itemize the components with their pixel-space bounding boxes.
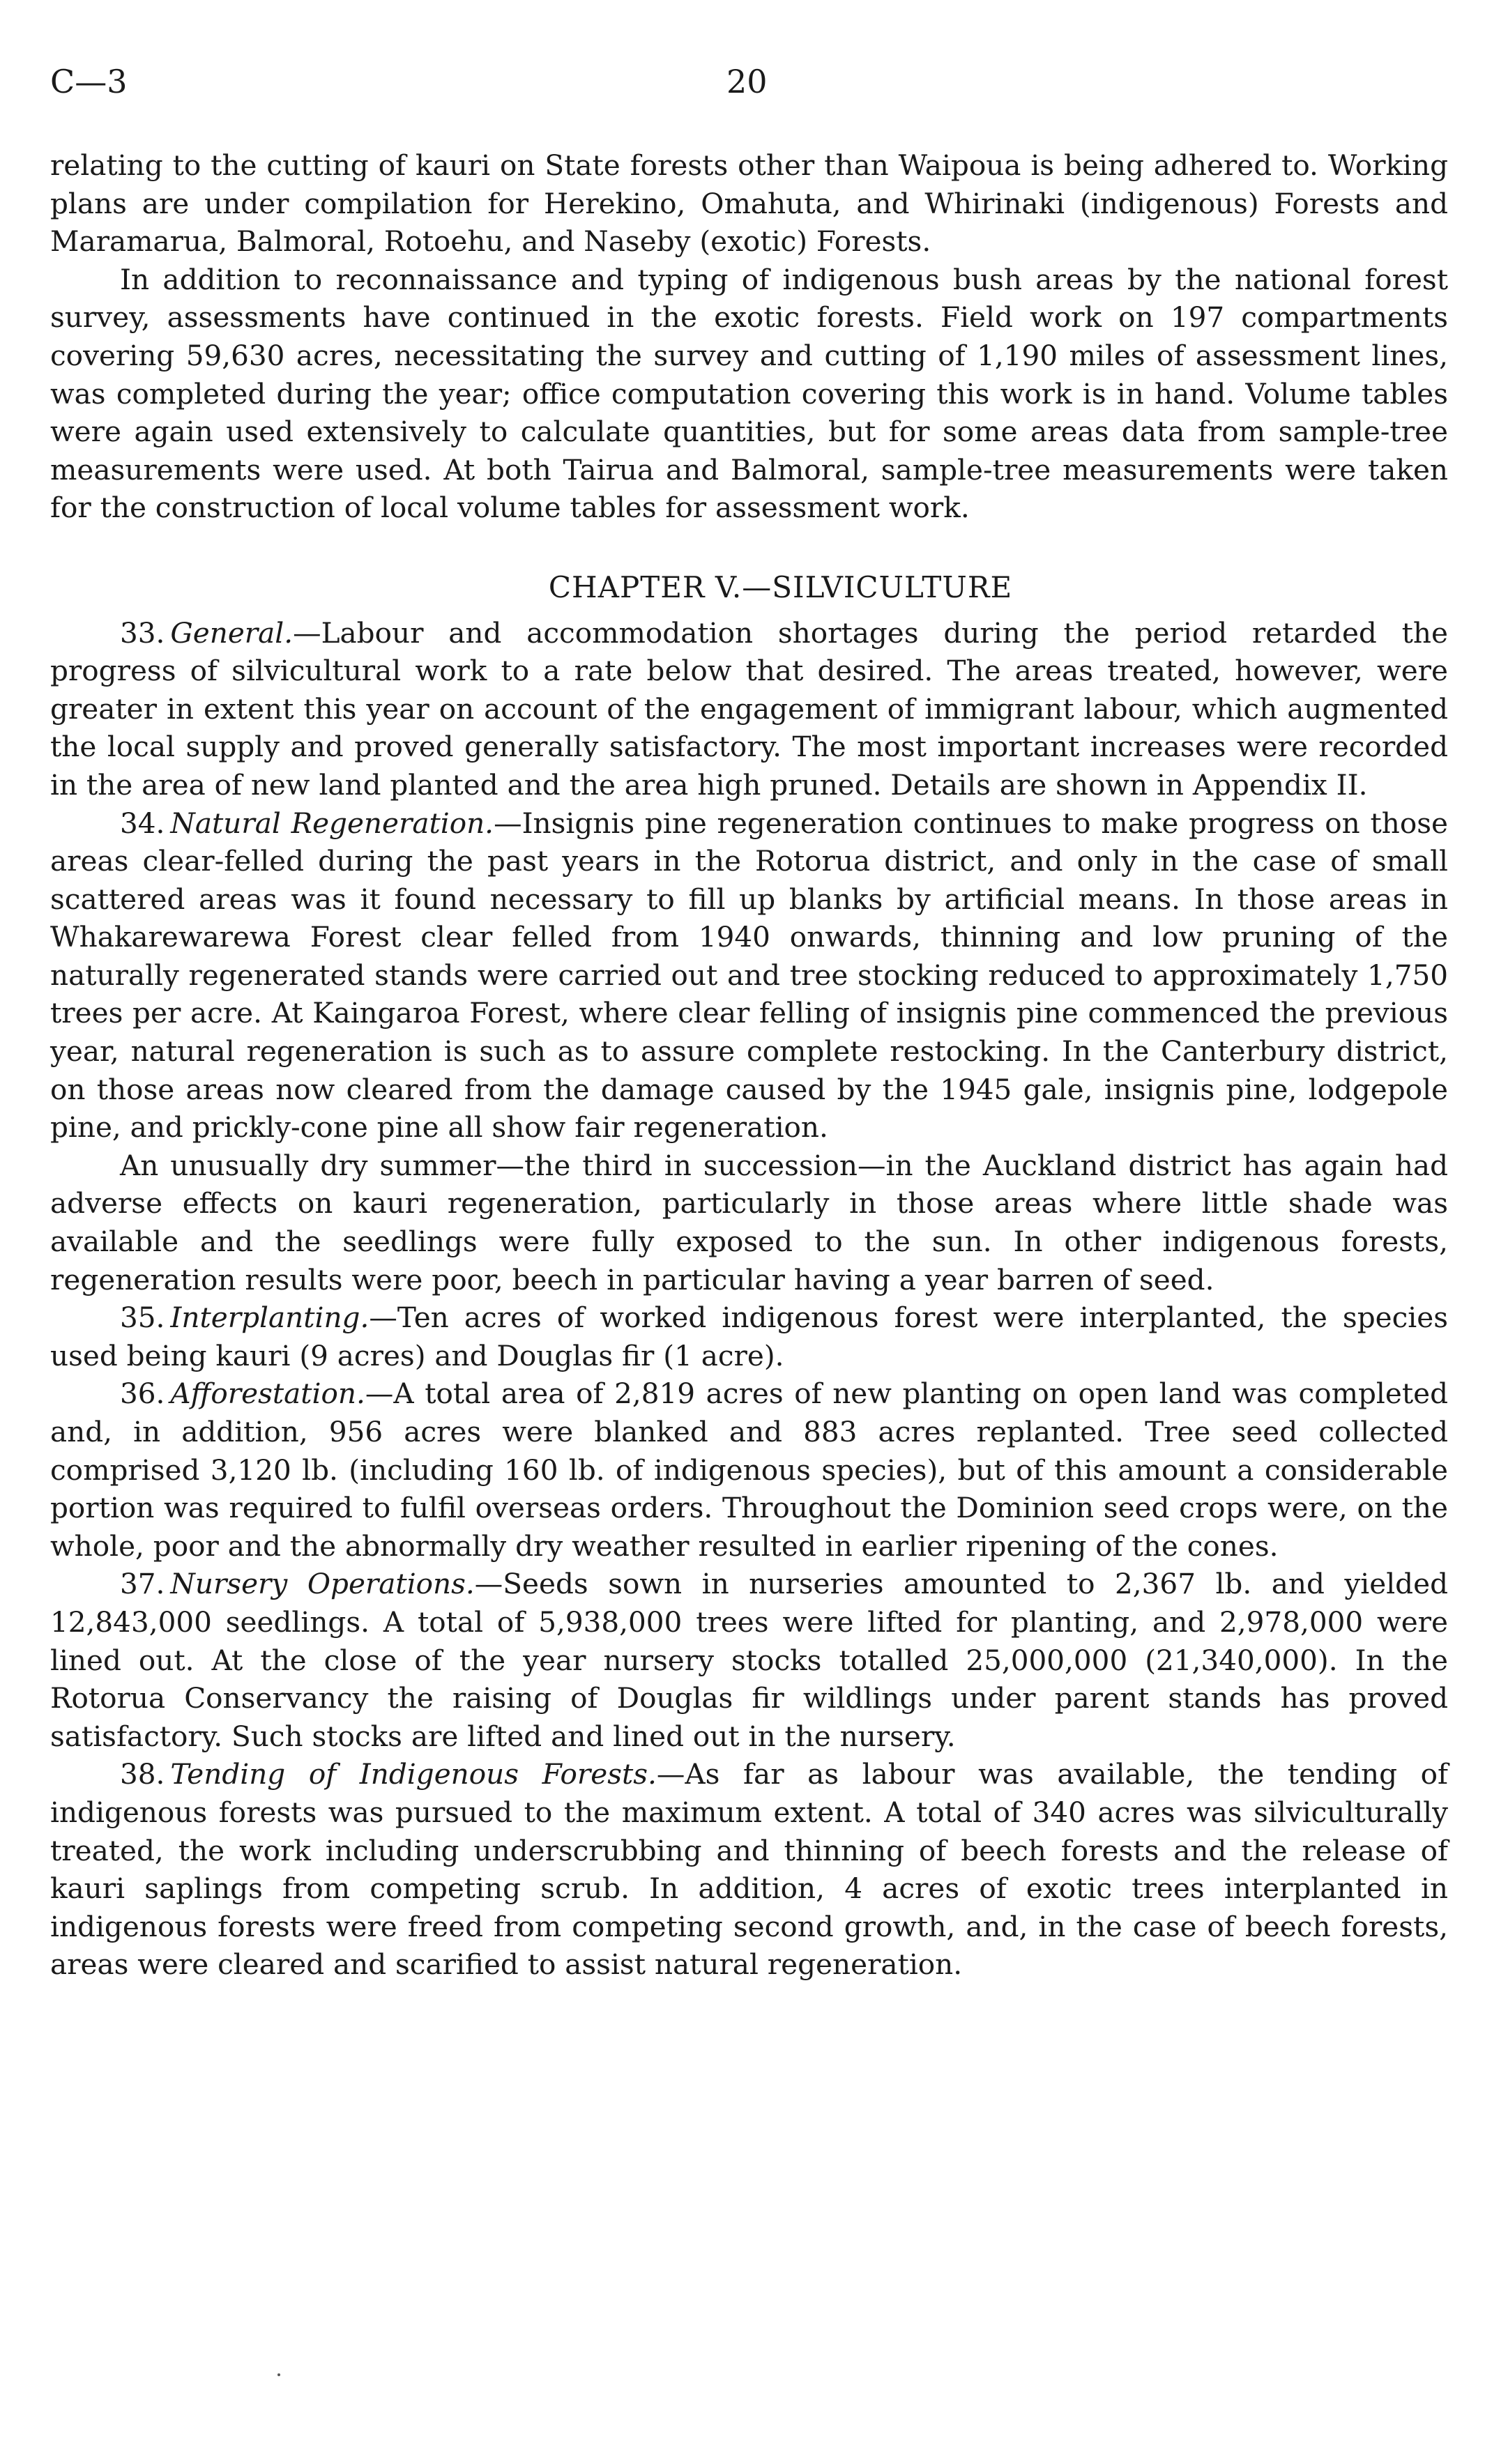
paragraph-dry-summer bbox=[50, 1147, 1448, 1299]
section-number: 36. bbox=[120, 1377, 165, 1411]
body-text bbox=[50, 146, 1448, 1984]
section-title: General. bbox=[170, 615, 294, 650]
section-text: —Insignis pine regeneration continues to make progress on those areas clear-felled during the past years in the Rotorua district, and only in the case of small scattered areas was it found necessary to fill up blanks by artificial means. In those areas in Whakarewarewa Forest clear felled from 1940 onwards, thinning and low pruning of the naturally regenerated stands were carried out and tree stocking reduced to approximately 1,750 trees per acre. At Kaingaroa Forest, where clear felling of insignis pine commenced the previous year, natural regeneration is such as to assure complete restocking. In the Canterbury district, on those areas now cleared from the damage caused by the 1945 gale, insignis pine, lodgepole pine, and prickly-cone pine all show fair regeneration. bbox=[50, 806, 1448, 1145]
scan-speck bbox=[277, 2373, 280, 2376]
section-33-general bbox=[50, 614, 1448, 804]
section-text: —A total area of 2,819 acres of new planting on open land was completed and, in addition, 956 acres were blanked and 883 acres replanted. Tree seed collected comprised 3,120 lb. (including 160 lb. of indigenous species), but of this amount a considerable portion was required to fulfil overseas orders. Throughout the Dominion seed crops were, on the whole, poor and the abnormally dry weather resulted in earlier ripening of the cones. bbox=[50, 1377, 1448, 1563]
section-text: —As far as labour was available, the tending of indigenous forests was pursued to the maximum extent. A total of 340 acres was silviculturally treated, the work including underscrubbing and thinning of beech forests and the release of kauri saplings from competing scrub. In addition, 4 acres of exotic trees interplanted in indigenous forests were freed from competing second growth, and, in the case of beech forests, areas were cleared and scarified to assist natural regeneration. bbox=[50, 1757, 1448, 1982]
section-number: 35. bbox=[120, 1301, 165, 1335]
section-number: 37. bbox=[120, 1567, 165, 1601]
document-reference: C—3 bbox=[50, 63, 128, 100]
section-text: —Labour and accommodation shortages during the period retarded the progress of silvicultural work to a rate below that desired. The areas treated, however, were greater in extent this year on account of the engagement of immigrant labour, which augmented the local supply and proved generally satisfactory. The most important increases were recorded in the area of new land planted and the area high pruned. Details are shown in Appendix II. bbox=[50, 615, 1448, 802]
section-number: 33. bbox=[120, 615, 165, 650]
section-number: 34. bbox=[120, 806, 165, 840]
section-number: 38. bbox=[120, 1757, 165, 1791]
section-37-nursery-operations bbox=[50, 1565, 1448, 1755]
section-text: —Ten acres of worked indigenous forest were interplanted, the species used being kauri (9 acres) and Douglas fir (1 acre). bbox=[50, 1301, 1448, 1372]
section-36-afforestation bbox=[50, 1375, 1448, 1565]
paragraph-forest-survey: In addition to reconnaissance and typing of indigenous bush areas by the national forest survey, assessments have continued in the exotic forests. Field work on 197 compartments covering 59,630 acres, necessitating the survey and cutting of 1,190 miles of assessment lines, was completed during the year; office computation covering this work is in hand. Volume tables were again used extensively to calculate quantities, but for some areas data from sample-tree measurements were used. At both Tairua and Balmoral, sample-tree measurements were taken for the construction of local volume tables for assessment work. bbox=[50, 262, 1448, 525]
section-text: An unusually dry summer—the third in succession—in the Auckland district has again had adverse effects on kauri regeneration, particularly in those areas where little shade was available and the seedlings were fully exposed to the sun. In other indigenous forests, regeneration results were poor, beech in particular having a year barren of seed. bbox=[50, 1148, 1448, 1296]
section-title: Interplanting. bbox=[170, 1301, 370, 1335]
section-title: Natural Regeneration. bbox=[170, 806, 494, 840]
section-35-interplanting bbox=[50, 1299, 1448, 1375]
section-title: Tending of Indigenous Forests. bbox=[170, 1757, 657, 1791]
section-title: Nursery Operations. bbox=[170, 1567, 475, 1601]
section-title: Afforestation. bbox=[170, 1377, 365, 1411]
page-header bbox=[50, 57, 1445, 106]
section-text: —Seeds sown in nurseries amounted to 2,367 lb. and yielded 12,843,000 seedlings. A total of 5,938,000 trees were lifted for planting, and 2,978,000 were lined out. At the close of the year nursery stocks totalled 25,000,000 (21,340,000). In the Rotorua Conservancy the raising of Douglas fir wildlings under parent stands has proved satisfactory. Such stocks are lifted and lined out in the nursery. bbox=[50, 1567, 1449, 1753]
section-38-tending-indigenous-forests bbox=[50, 1755, 1448, 1984]
page-number: 20 bbox=[726, 63, 768, 100]
chapter-heading: CHAPTER V.—SILVICULTURE bbox=[548, 569, 1013, 604]
paragraph-continued: relating to the cutting of kauri on State forests other than Waipoua is being adhered to. Working plans are under compilation for Herekino, Omahuta, and Whirinaki (indigenous) Forests and Maramarua, Balmoral, Rotoehu, and Naseby (exotic) Forests. bbox=[50, 148, 1448, 259]
section-34-natural-regeneration bbox=[50, 804, 1448, 1147]
